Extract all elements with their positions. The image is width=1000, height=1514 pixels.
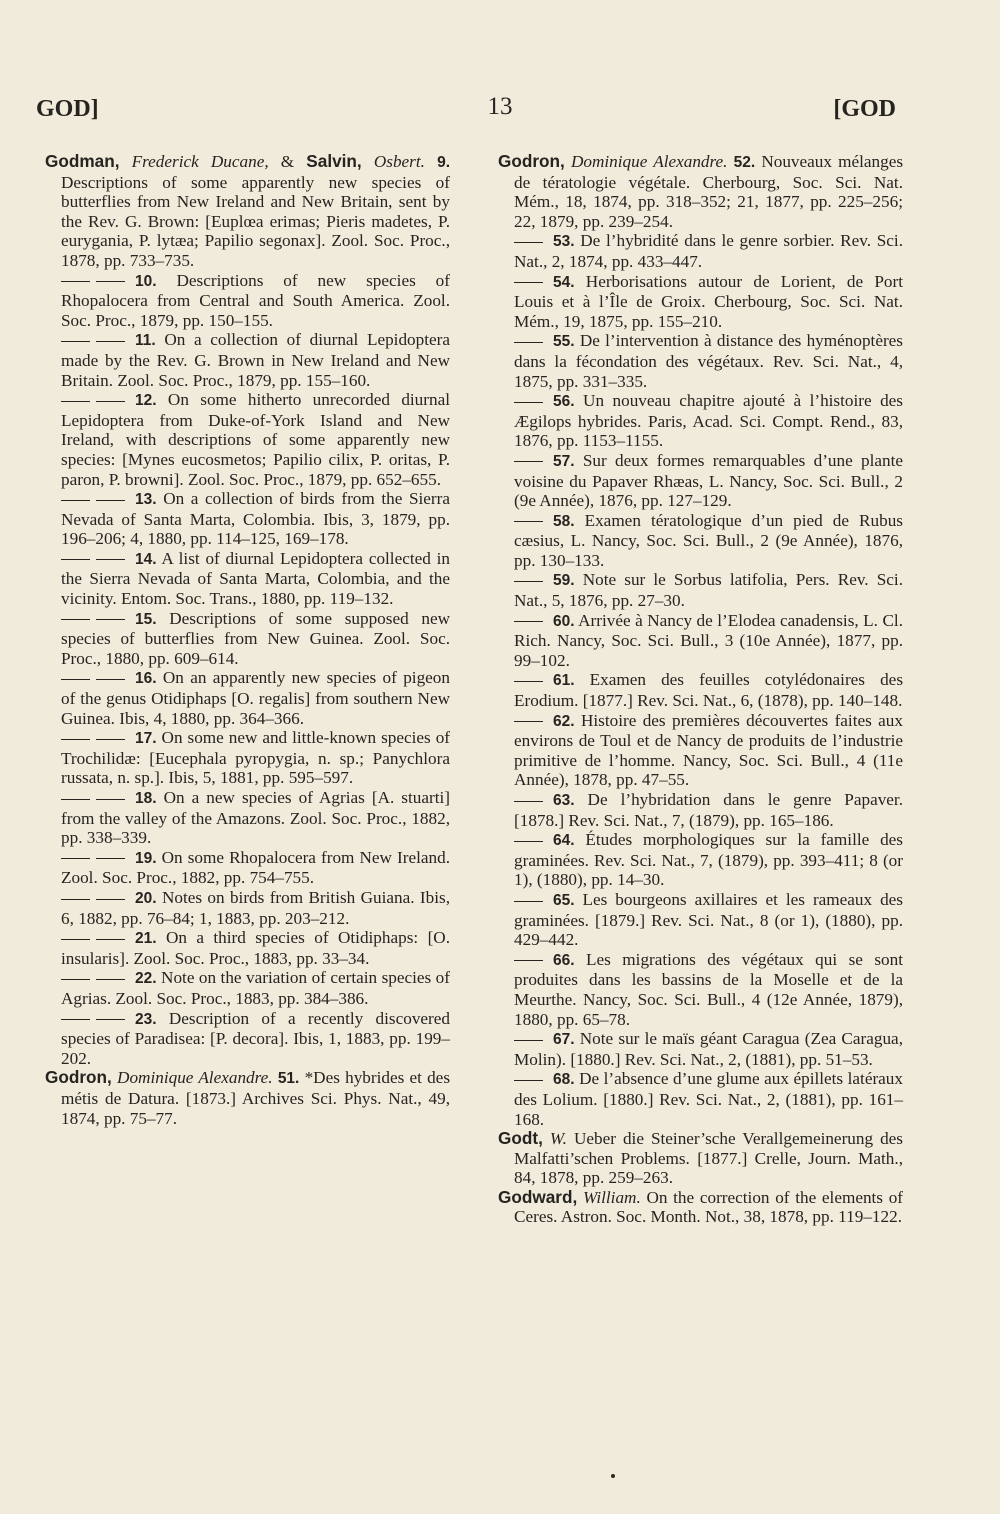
bibliography-entry (498, 1188, 903, 1227)
entry-number: 54. (553, 273, 575, 291)
entry-text: On some Rhopalocera from New Ireland. Zool. Soc. Proc., 1882, pp. 754–755. (61, 847, 450, 888)
ditto-rule (61, 281, 90, 282)
entry-text: *Des hybrides et des métis de Datura. [1873.] Archives Sci. Phys. Nat., 49, 1874, pp. 75–77. (61, 1068, 451, 1128)
bibliography-entry (45, 390, 450, 489)
entry-number: 65. (553, 891, 575, 909)
entry-number: 58. (553, 512, 575, 530)
ditto-rule (61, 500, 90, 501)
entry-number: 15. (135, 610, 157, 628)
entry-text: Examen tératologique d’un pied de Rubus cæsius, L. Nancy, Soc. Sci. Bull., 2 (9e Année), 1876, pp. 130–133. (514, 510, 903, 570)
author-given-name: Dominique Alexandre. (570, 152, 728, 171)
entry-number: 67. (553, 1031, 575, 1049)
ditto-rule (61, 341, 90, 342)
bibliography-entry (498, 570, 903, 610)
author-name: Salvin, (306, 151, 362, 171)
ditto-rule (96, 679, 125, 680)
entry-number: 21. (135, 930, 157, 948)
entry-number: 51. (277, 1070, 300, 1088)
bibliography-entry (45, 489, 450, 549)
ditto-rule (514, 1040, 543, 1041)
ditto-rule (514, 461, 543, 462)
entry-number: 52. (733, 154, 756, 171)
entry-text: Arrivée à Nancy de l’Elodea canadensis, L. Cl. Rich. Nancy, Soc. Sci. Bull., 3 (10e Année), 1877, pp. 99–102. (514, 610, 903, 670)
ditto-rule (514, 901, 543, 902)
page-number: 13 (487, 93, 513, 120)
entry-text: Nouveaux mélanges de tératologie végétale. Cherbourg, Soc. Sci. Nat. Mém., 18, 1874, pp. 318–352; 21, 1877, pp. 225–256; 22, 1879, pp. 239–254. (514, 152, 904, 231)
entry-text: Études morphologiques sur la famille des graminées. Rev. Sci. Nat., 7, (1879), pp. 393–411; 8 (or 1), (1880), pp. 14–30. (514, 830, 903, 890)
entry-text: On some hitherto unrecorded diurnal Lepidoptera from Duke-of-York Island and New Ireland, with descriptions of some apparently new species: [Mynes eucosmetos; Papilio cilix, P. oritas, P. paron, P. browni]. Zool. Soc. Proc., 1879, pp. 652–655. (61, 390, 450, 489)
running-head-right: [GOD (833, 96, 896, 122)
bibliography-entry (498, 391, 903, 451)
ditto-rule (61, 1019, 90, 1020)
entry-text: On the correction of the elements of Ceres. Astron. Soc. Month. Not., 38, 1878, pp. 119–122. (514, 1187, 904, 1227)
author-name: Godman, (45, 151, 120, 171)
bibliography-entry (45, 888, 450, 928)
ditto-rule (96, 500, 125, 501)
entry-number: 17. (135, 730, 157, 748)
author-name: Godt, (498, 1128, 543, 1149)
entry-number: 53. (553, 233, 575, 251)
author-given-name: Osbert. (373, 152, 425, 171)
ditto-rule (514, 521, 543, 522)
page-speck (611, 1474, 615, 1478)
entry-text: Descriptions of some apparently new species of butterflies from New Ireland and New Britain, sent by the Rev. G. Brown: [Euplœa erimas; Pieris madetes, P. eurygania, P. lytæa; Papilio segonax]. Zool. Soc. Proc., 1878, pp. 733–735. (61, 172, 450, 270)
bibliography-entry (498, 1069, 903, 1129)
entry-number: 56. (553, 393, 575, 411)
bibliography-entry (45, 668, 450, 728)
ditto-rule (96, 401, 125, 402)
entry-text: Les migrations des végétaux qui se sont produites dans les bassins de la Moselle et de la Meurthe. Nancy, Soc. Sci. Bull., 4 (12e Année, 1879), 1880, pp. 65–78. (514, 949, 904, 1029)
bibliography-entry (45, 152, 450, 271)
entry-text: On a third species of Otidiphaps: [O. insularis]. Zool. Soc. Proc., 1883, pp. 33–34. (61, 928, 451, 968)
left-column (45, 152, 450, 1128)
entry-number: 68. (553, 1071, 575, 1089)
entry-text: Note sur le maïs géant Caragua (Zea Caragua, Molin). [1880.] Rev. Sci. Nat., 2, (1881), pp. 51–53. (514, 1029, 903, 1069)
entry-text: De l’intervention à distance des hyménoptères dans la fécondation des végétaux. Rev. Sci. Nat., 4, 1875, pp. 331–335. (514, 331, 903, 391)
ditto-rule (96, 739, 125, 740)
author-given-name: Frederick Ducane, (131, 152, 269, 171)
author-given-name: W. (549, 1129, 567, 1149)
ditto-rule (514, 581, 543, 582)
entry-text: Herborisations autour de Lorient, de Port Louis et à l’Île de Groix. Cherbourg, Soc. Sci. Nat. Mém., 19, 1875, pp. 155–210. (514, 271, 904, 331)
entry-text: Un nouveau chapitre ajouté à l’histoire des Ægilops hybrides. Paris, Acad. Sci. Compt. Rend., 83, 1876, pp. 1153–1155. (514, 391, 903, 451)
bibliography-entry (498, 611, 903, 671)
bibliography-entry (45, 848, 450, 888)
ditto-rule (96, 979, 125, 980)
bibliography-entry (45, 1068, 450, 1128)
ditto-rule (61, 739, 90, 740)
ditto-rule (61, 899, 90, 900)
bibliography-entry (498, 1029, 903, 1069)
entry-text: De l’absence d’une glume aux épillets latéraux des Lolium. [1880.] Rev. Sci. Nat., 2, (1881), pp. 161–168. (514, 1069, 903, 1129)
entry-number: 11. (135, 332, 156, 350)
ditto-rule (96, 939, 125, 940)
entry-text: Sur deux formes remarquables d’une plante voisine du Papaver Rhæas, L. Nancy, Soc. Sci. Bull., 2 (9e Année), 1876, pp. 127–129. (514, 450, 904, 511)
ditto-rule (61, 939, 90, 940)
entry-number: 9. (437, 154, 451, 171)
bibliography-entry (45, 549, 450, 609)
ditto-rule (96, 619, 125, 620)
ditto-rule (514, 402, 543, 403)
entry-text: Descriptions of new species of Rhopalocera from Central and South America. Zool. Soc. Proc., 1879, pp. 150–155. (61, 270, 451, 330)
bibliography-entry (498, 451, 903, 511)
entry-number: 13. (135, 491, 157, 509)
ditto-rule (96, 281, 125, 282)
ditto-rule (514, 342, 543, 343)
ditto-rule (96, 559, 125, 560)
bibliography-entry (45, 330, 450, 390)
entry-number: 16. (135, 670, 157, 688)
ditto-rule (514, 801, 543, 802)
entry-text: Descriptions of some supposed new species of butterflies from New Guinea. Zool. Soc. Proc., 1880, pp. 609–614. (61, 608, 450, 668)
entry-number: 23. (135, 1010, 157, 1028)
ditto-rule (514, 1080, 543, 1081)
running-head-left: GOD] (36, 96, 99, 122)
bibliography-entry (498, 152, 903, 231)
entry-number: 66. (553, 951, 575, 969)
bibliography-entry (45, 928, 450, 968)
entry-number: 64. (553, 832, 575, 850)
entry-number: 57. (553, 452, 575, 470)
bibliography-entry (498, 331, 903, 391)
bibliography-entry (45, 1009, 450, 1069)
bibliography-entry (498, 511, 903, 571)
author-joiner: & (280, 152, 295, 171)
ditto-rule (61, 679, 90, 680)
entry-text: A list of diurnal Lepidoptera collected in the Sierra Nevada of Santa Marta, Colombia, and the vicinity. Entom. Soc. Trans., 1880, pp. 119–132. (61, 548, 450, 609)
bibliography-entry (498, 670, 903, 710)
ditto-rule (61, 858, 90, 859)
ditto-rule (514, 282, 543, 283)
entry-number: 61. (553, 672, 575, 690)
entry-text: Examen des feuilles cotylédonaires des Erodium. [1877.] Rev. Sci. Nat., 6, (1878), pp. 140–148. (514, 670, 904, 711)
entry-text: Description of a recently discovered species of Paradisea: [P. decora]. Ibis, 1, 1883, pp. 199–202. (61, 1008, 451, 1068)
bibliography-entry (45, 788, 450, 848)
bibliography-entry (498, 272, 903, 332)
bibliography-entry (45, 968, 450, 1008)
ditto-rule (96, 341, 125, 342)
bibliography-entry (498, 711, 903, 790)
entry-text: Notes on birds from British Guiana. Ibis, 6, 1882, pp. 76–84; 1, 1883, pp. 203–212. (61, 887, 451, 928)
entry-text: On some new and little-known species of Trochilidæ: [Eucephala pyropygia, n. sp.; Panychlora russata, n. sp.]. Ibis, 5, 1881, pp. 595–597. (61, 728, 451, 788)
entry-number: 22. (135, 970, 157, 988)
author-name: Godron, (45, 1067, 112, 1088)
entry-text: Note sur le Sorbus latifolia, Pers. Rev. Sci. Nat., 5, 1876, pp. 27–30. (514, 570, 904, 611)
bibliography-entry (498, 950, 903, 1029)
bibliography-entry (45, 728, 450, 788)
entry-number: 12. (135, 392, 157, 410)
entry-text: De l’hybridation dans le genre Papaver. [1878.] Rev. Sci. Nat., 7, (1879), pp. 165–186. (514, 790, 904, 830)
author-name: Godward, (498, 1186, 578, 1207)
ditto-rule (61, 559, 90, 560)
ditto-rule (61, 979, 90, 980)
bibliography-entry (498, 890, 903, 950)
entry-text: Ueber die Steiner’sche Verallgemeinerung des Malfatti’schen Problems. [1877.] Crelle, Journ. Math., 84, 1878, pp. 259–263. (514, 1129, 903, 1188)
entry-number: 60. (553, 612, 575, 630)
entry-number: 19. (135, 849, 157, 867)
author-given-name: William. (582, 1187, 641, 1207)
ditto-rule (514, 721, 543, 722)
entry-text: Histoire des premières découvertes faites aux environs de Toul et de Nancy de produits de l’industrie primitive de l’homme. Nancy, Soc. Sci. Bull., 4 (11e Année), 1878, pp. 47–55. (514, 710, 903, 790)
entry-number: 55. (553, 333, 575, 351)
ditto-rule (61, 619, 90, 620)
entry-number: 14. (135, 550, 157, 568)
ditto-rule (514, 960, 543, 961)
ditto-rule (61, 401, 90, 402)
entry-text: De l’hybridité dans le genre sorbier. Rev. Sci. Nat., 2, 1874, pp. 433–447. (514, 231, 904, 271)
bibliography-entry (498, 790, 903, 830)
entry-text: Les bourgeons axillaires et les rameaux des graminées. [1879.] Rev. Sci. Nat., 8 (or 1), (1880), pp. 429–442. (514, 889, 903, 950)
entry-text: On an apparently new species of pigeon of the genus Otidiphaps [O. regalis] from southern New Guinea. Ibis, 4, 1880, pp. 364–366. (61, 668, 450, 728)
bibliography-entry (45, 609, 450, 669)
ditto-rule (514, 242, 543, 243)
entry-number: 59. (553, 572, 575, 590)
ditto-rule (96, 899, 125, 900)
entry-text: On a new species of Agrias [A. stuarti] from the valley of the Amazons. Zool. Soc. Proc., 1882, pp. 338–339. (61, 788, 450, 848)
entry-number: 18. (135, 790, 157, 807)
entry-text: On a collection of birds from the Sierra Nevada of Santa Marta, Colombia. Ibis, 3, 1879, pp. 196–206; 4, 1880, pp. 114–125, 169–178. (61, 489, 451, 549)
ditto-rule (61, 799, 90, 800)
author-name: Godron, (498, 151, 565, 171)
ditto-rule (514, 621, 543, 622)
ditto-rule (96, 1019, 125, 1020)
ditto-rule (514, 841, 543, 842)
bibliography-entry (45, 271, 450, 331)
bibliography-entry (498, 231, 903, 271)
entry-text: Note on the variation of certain species of Agrias. Zool. Soc. Proc., 1883, pp. 384–386. (61, 968, 450, 1008)
entry-number: 63. (553, 792, 575, 809)
bibliography-entry (498, 1129, 903, 1188)
ditto-rule (96, 858, 125, 859)
bibliography-entry (498, 830, 903, 890)
right-column (498, 152, 903, 1227)
entry-number: 10. (135, 272, 157, 290)
entry-number: 62. (553, 712, 575, 730)
entry-number: 20. (135, 889, 157, 907)
ditto-rule (514, 681, 543, 682)
entry-text: On a collection of diurnal Lepidoptera made by the Rev. G. Brown in New Ireland and New Britain. Zool. Soc. Proc., 1879, pp. 155–160. (61, 330, 450, 390)
ditto-rule (96, 799, 125, 800)
author-given-name: Dominique Alexandre. (117, 1068, 273, 1088)
